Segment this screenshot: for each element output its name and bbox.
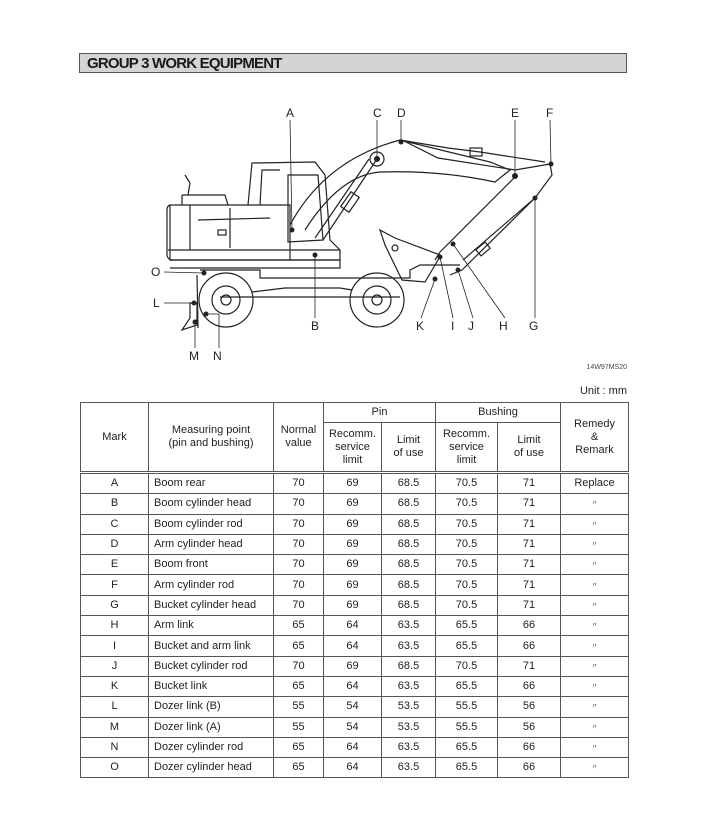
- cell-remedy: 〃: [561, 737, 629, 757]
- cell-mark: O: [81, 758, 149, 778]
- table-row: [81, 616, 629, 636]
- cell-bush-limit: 66: [498, 737, 561, 757]
- label-N: N: [213, 349, 222, 363]
- cell-pin-limit: 63.5: [382, 758, 436, 778]
- cell-pin-recomm: 64: [324, 758, 382, 778]
- cell-pin-limit: 63.5: [382, 616, 436, 636]
- table-row: [81, 656, 629, 676]
- spec-table-body: [81, 473, 629, 778]
- cell-mark: F: [81, 575, 149, 595]
- cell-bush-recomm: 65.5: [436, 636, 498, 656]
- label-I: I: [451, 319, 455, 333]
- cell-pin-recomm: 69: [324, 555, 382, 575]
- cell-bush-limit: 66: [498, 636, 561, 656]
- cell-pin-limit: 68.5: [382, 494, 436, 514]
- cell-point: Boom front: [149, 555, 274, 575]
- table-row: [81, 636, 629, 656]
- cell-mark: L: [81, 697, 149, 717]
- header-pin: Pin: [324, 403, 436, 423]
- table-row: [81, 494, 629, 514]
- label-H: H: [499, 319, 508, 333]
- cell-remedy: 〃: [561, 717, 629, 737]
- cell-pin-recomm: 54: [324, 717, 382, 737]
- cell-bush-limit: 71: [498, 494, 561, 514]
- table-row: [81, 737, 629, 757]
- cell-normal: 65: [274, 676, 324, 696]
- cell-normal: 70: [274, 595, 324, 615]
- cell-bush-limit: 66: [498, 616, 561, 636]
- header-bush-limit: Limit of use: [498, 423, 561, 473]
- cell-pin-recomm: 64: [324, 616, 382, 636]
- cell-bush-limit: 56: [498, 717, 561, 737]
- cell-mark: D: [81, 534, 149, 554]
- header-normal-value: Normal value: [274, 403, 324, 473]
- label-G: G: [529, 319, 539, 333]
- cell-point: Boom cylinder head: [149, 494, 274, 514]
- cell-pin-limit: 68.5: [382, 575, 436, 595]
- cell-pin-limit: 63.5: [382, 676, 436, 696]
- cell-pin-limit: 68.5: [382, 473, 436, 494]
- cell-pin-recomm: 69: [324, 534, 382, 554]
- cell-remedy: 〃: [561, 616, 629, 636]
- cell-pin-limit: 63.5: [382, 737, 436, 757]
- cell-normal: 70: [274, 555, 324, 575]
- header-mark: Mark: [81, 403, 149, 473]
- excavator-diagram: [140, 100, 580, 370]
- cell-point: Bucket cylinder head: [149, 595, 274, 615]
- header-measuring-point: Measuring point (pin and bushing): [149, 403, 274, 473]
- table-row: [81, 697, 629, 717]
- cell-bush-limit: 66: [498, 758, 561, 778]
- label-E: E: [511, 106, 520, 120]
- table-row: [81, 555, 629, 575]
- cell-point: Bucket and arm link: [149, 636, 274, 656]
- cell-point: Dozer cylinder rod: [149, 737, 274, 757]
- label-B: B: [311, 319, 320, 333]
- cell-normal: 65: [274, 616, 324, 636]
- cell-normal: 65: [274, 636, 324, 656]
- cell-remedy: 〃: [561, 555, 629, 575]
- table-row: [81, 717, 629, 737]
- cell-bush-recomm: 70.5: [436, 595, 498, 615]
- cell-pin-recomm: 64: [324, 676, 382, 696]
- cell-bush-limit: 71: [498, 656, 561, 676]
- label-D: D: [397, 106, 406, 120]
- cell-mark: J: [81, 656, 149, 676]
- cell-point: Dozer cylinder head: [149, 758, 274, 778]
- label-K: K: [416, 319, 425, 333]
- cell-remedy: 〃: [561, 534, 629, 554]
- header-bush-recomm: Recomm. service limit: [436, 423, 498, 473]
- cell-mark: H: [81, 616, 149, 636]
- cell-point: Bucket link: [149, 676, 274, 696]
- cell-bush-recomm: 70.5: [436, 473, 498, 494]
- cell-bush-recomm: 70.5: [436, 514, 498, 534]
- cell-pin-recomm: 69: [324, 575, 382, 595]
- unit-label: Unit : mm: [579, 385, 627, 397]
- cell-point: Bucket cylinder rod: [149, 656, 274, 676]
- cell-remedy: 〃: [561, 697, 629, 717]
- spec-table: [80, 402, 629, 778]
- table-row: [81, 514, 629, 534]
- cell-point: Arm link: [149, 616, 274, 636]
- cell-pin-recomm: 69: [324, 595, 382, 615]
- cell-mark: K: [81, 676, 149, 696]
- cell-remedy: 〃: [561, 514, 629, 534]
- cell-normal: 70: [274, 575, 324, 595]
- cell-pin-limit: 63.5: [382, 636, 436, 656]
- cell-bush-limit: 56: [498, 697, 561, 717]
- cell-pin-recomm: 69: [324, 514, 382, 534]
- cell-bush-limit: 71: [498, 514, 561, 534]
- cell-remedy: Replace: [561, 473, 629, 494]
- cell-pin-recomm: 69: [324, 656, 382, 676]
- cell-bush-recomm: 70.5: [436, 494, 498, 514]
- label-C: C: [373, 106, 382, 120]
- cell-pin-recomm: 64: [324, 636, 382, 656]
- label-J: J: [468, 319, 474, 333]
- cell-point: Arm cylinder rod: [149, 575, 274, 595]
- cell-pin-recomm: 69: [324, 473, 382, 494]
- cell-normal: 70: [274, 473, 324, 494]
- cell-pin-limit: 68.5: [382, 595, 436, 615]
- cell-bush-limit: 71: [498, 595, 561, 615]
- cell-mark: N: [81, 737, 149, 757]
- cell-pin-limit: 68.5: [382, 514, 436, 534]
- label-L: L: [153, 296, 160, 310]
- cell-bush-recomm: 65.5: [436, 676, 498, 696]
- cell-remedy: 〃: [561, 676, 629, 696]
- cell-bush-recomm: 70.5: [436, 534, 498, 554]
- header-remedy: Remedy & Remark: [561, 403, 629, 473]
- figure-code: 14W97MS20: [586, 364, 627, 371]
- cell-normal: 70: [274, 534, 324, 554]
- cell-bush-recomm: 55.5: [436, 697, 498, 717]
- label-A: A: [286, 106, 295, 120]
- cell-normal: 70: [274, 494, 324, 514]
- cell-bush-recomm: 70.5: [436, 555, 498, 575]
- cell-mark: M: [81, 717, 149, 737]
- cell-mark: I: [81, 636, 149, 656]
- cell-bush-limit: 71: [498, 473, 561, 494]
- cell-pin-limit: 68.5: [382, 656, 436, 676]
- cell-pin-recomm: 54: [324, 697, 382, 717]
- cell-bush-limit: 71: [498, 575, 561, 595]
- cell-pin-limit: 53.5: [382, 717, 436, 737]
- cell-bush-limit: 71: [498, 555, 561, 575]
- cell-point: Dozer link (B): [149, 697, 274, 717]
- cell-pin-recomm: 64: [324, 737, 382, 757]
- label-F: F: [546, 106, 554, 120]
- cell-mark: G: [81, 595, 149, 615]
- cell-pin-recomm: 69: [324, 494, 382, 514]
- section-title: GROUP 3 WORK EQUIPMENT: [87, 55, 282, 72]
- cell-bush-limit: 66: [498, 676, 561, 696]
- table-row: [81, 676, 629, 696]
- table-row: [81, 575, 629, 595]
- cell-remedy: 〃: [561, 636, 629, 656]
- cell-pin-limit: 68.5: [382, 555, 436, 575]
- cell-remedy: 〃: [561, 758, 629, 778]
- cell-pin-limit: 53.5: [382, 697, 436, 717]
- table-row: [81, 473, 629, 494]
- cell-bush-recomm: 65.5: [436, 616, 498, 636]
- cell-mark: A: [81, 473, 149, 494]
- header-pin-limit: Limit of use: [382, 423, 436, 473]
- table-row: [81, 534, 629, 554]
- cell-remedy: 〃: [561, 494, 629, 514]
- table-row: [81, 595, 629, 615]
- table-row: [81, 758, 629, 778]
- cell-point: Boom rear: [149, 473, 274, 494]
- header-pin-recomm: Recomm. service limit: [324, 423, 382, 473]
- cell-normal: 55: [274, 717, 324, 737]
- label-M: M: [189, 349, 199, 363]
- cell-normal: 70: [274, 656, 324, 676]
- cell-normal: 65: [274, 737, 324, 757]
- section-header: [79, 53, 627, 73]
- cell-bush-recomm: 65.5: [436, 737, 498, 757]
- cell-point: Boom cylinder rod: [149, 514, 274, 534]
- header-bushing: Bushing: [436, 403, 561, 423]
- cell-pin-limit: 68.5: [382, 534, 436, 554]
- cell-mark: B: [81, 494, 149, 514]
- cell-remedy: 〃: [561, 575, 629, 595]
- cell-mark: C: [81, 514, 149, 534]
- excavator-drawing: [167, 140, 552, 330]
- cell-point: Dozer link (A): [149, 717, 274, 737]
- cell-point: Arm cylinder head: [149, 534, 274, 554]
- cell-bush-limit: 71: [498, 534, 561, 554]
- cell-bush-recomm: 55.5: [436, 717, 498, 737]
- cell-mark: E: [81, 555, 149, 575]
- cell-remedy: 〃: [561, 595, 629, 615]
- cell-bush-recomm: 70.5: [436, 656, 498, 676]
- cell-bush-recomm: 70.5: [436, 575, 498, 595]
- cell-normal: 65: [274, 758, 324, 778]
- label-O: O: [151, 265, 161, 279]
- cell-bush-recomm: 65.5: [436, 758, 498, 778]
- cell-normal: 55: [274, 697, 324, 717]
- cell-remedy: 〃: [561, 656, 629, 676]
- cell-normal: 70: [274, 514, 324, 534]
